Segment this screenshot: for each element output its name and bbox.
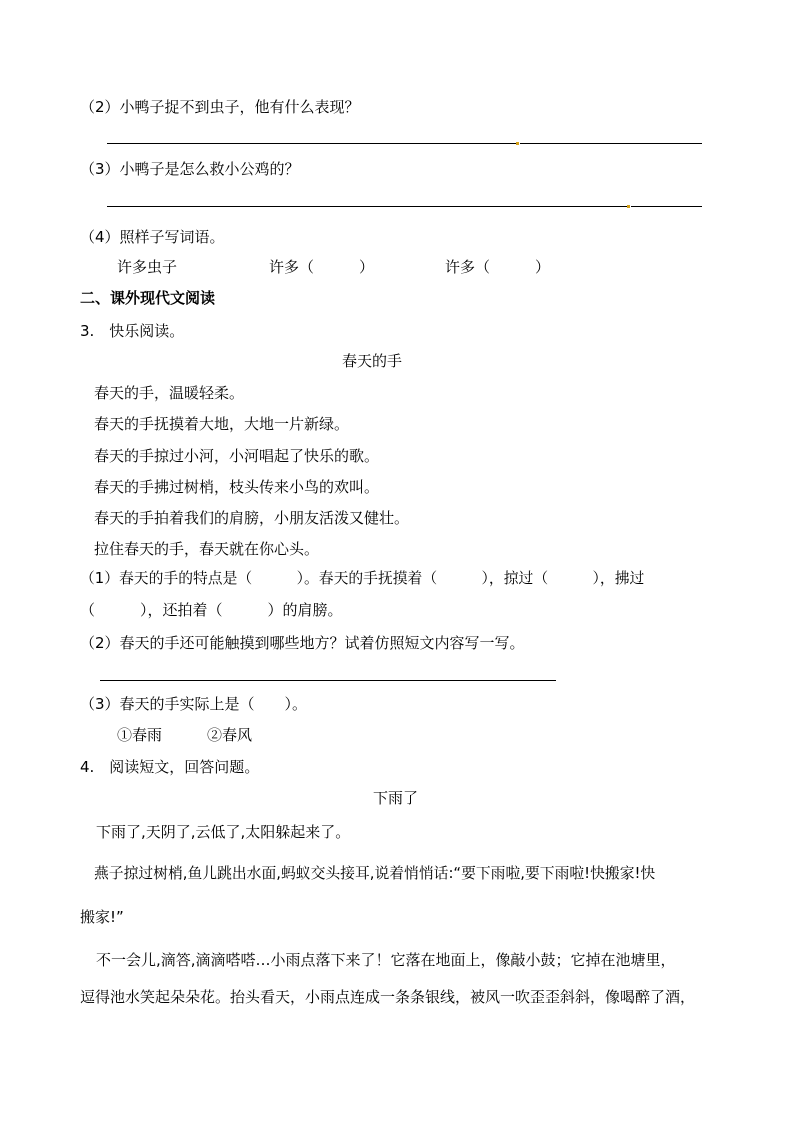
q3-label: 3. 快乐阅读。: [80, 322, 185, 340]
q4-label: 4. 阅读短文，回答问题。: [80, 758, 260, 776]
question-4: （4）照样子写词语。: [80, 228, 225, 246]
line-mark: [516, 142, 519, 145]
q3-sub2: （2）春天的手还可能触摸到哪些地方？试着仿照短文内容写一写。: [80, 634, 525, 652]
answer-line-q3a: [107, 206, 627, 207]
word-blank-b: 许多（ ）: [445, 258, 551, 276]
passage-line: 春天的手拍着我们的肩膀，小朋友活泼又健壮。: [94, 509, 410, 527]
rain-paragraph-3-line2: 逗得池水笑起朵朵花。抬头看天，小雨点连成一条条银线，被风一吹歪歪斜斜，像喝醉了酒，: [80, 988, 696, 1006]
question-2: （2）小鸭子捉不到虫子，他有什么表现？: [80, 98, 360, 116]
passage-line: 春天的手拂过树梢，枝头传来小鸟的欢叫。: [94, 478, 380, 496]
section-heading: 二、课外现代文阅读: [80, 289, 216, 307]
answer-line-q2a: [107, 143, 516, 144]
q3-options: ①春雨 ②春风: [117, 726, 253, 744]
passage-line: 春天的手，温暖轻柔。: [94, 384, 245, 402]
passage-line: 春天的手抚摸着大地，大地一片新绿。: [94, 415, 350, 433]
q3-sub1-line1: （1）春天的手的特点是（ ）。春天的手抚摸着（ ），掠过（ ），拂过: [80, 570, 645, 587]
rain-paragraph-2-line1: 燕子掠过树梢,鱼儿跳出水面,蚂蚁交头接耳,说着悄悄话:“要下雨啦,要下雨啦!快搬家!快: [94, 865, 656, 882]
word-example: 许多虫子: [117, 258, 178, 276]
word-blank-a: 许多（ ）: [269, 258, 375, 276]
line-mark: [627, 205, 630, 208]
rain-paragraph-2-line2: 搬家!”: [80, 908, 124, 926]
answer-line-q2b: [520, 143, 702, 144]
rain-paragraph-3-line1: 不一会儿,滴答,滴滴嗒嗒…小雨点落下来了！它落在地面上，像敲小鼓；它掉在池塘里，: [96, 951, 676, 969]
answer-line-q3b: [631, 206, 702, 207]
passage-line: 春天的手掠过小河，小河唱起了快乐的歌。: [94, 447, 380, 465]
answer-line-q3-sub2: [100, 680, 556, 681]
rain-paragraph-1: 下雨了,天阴了,云低了,太阳躲起来了。: [96, 823, 351, 841]
passage-title-spring: 春天的手: [342, 352, 403, 370]
q3-sub3: （3）春天的手实际上是（ ）。: [80, 695, 308, 713]
passage-title-rain: 下雨了: [373, 789, 419, 807]
passage-line: 拉住春天的手，春天就在你心头。: [94, 540, 320, 558]
q3-sub1-line2: （ ），还拍着（ ）的肩膀。: [80, 601, 343, 619]
question-3: （3）小鸭子是怎么救小公鸡的？: [80, 160, 300, 178]
